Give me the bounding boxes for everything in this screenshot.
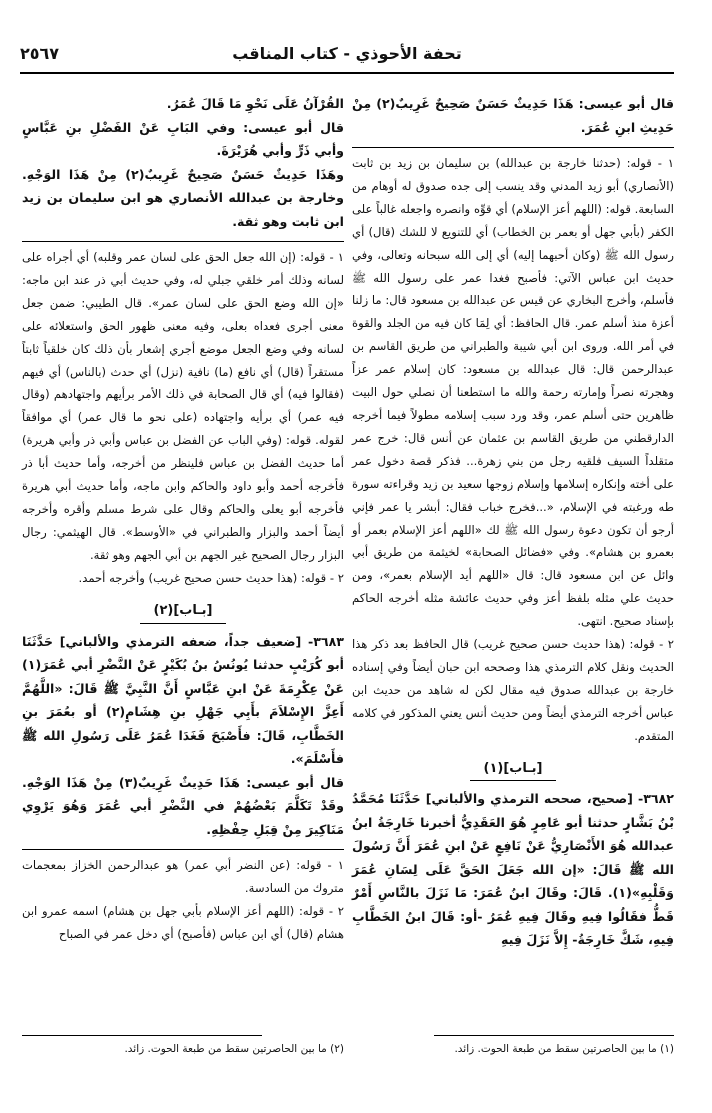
left-column bbox=[22, 92, 344, 946]
right-col-hadith-text: ٣٦٨٢- [صحيح، صححه الترمذي والألباني] حَدَّثَنَا مُحَمَّدُ بْنُ بَشَّارٍ حدثنا أبو عَامِرٍ هُوَ العَقَدِيُّ أخبرنا خَارِجَةُ ابنُ عبدالله هُوَ الأَنْصَارِيُّ عَنْ نَافِعٍ عَنْ ابنِ عُمَرَ أَنَّ رَسُولَ الله ﷺ قَالَ: «إن الله جَعَلَ الحَقَّ عَلَى لِسَانِ عُمَرَ وَقَلْبِهِ»(١). قَالَ: وقَالَ ابنُ عُمَرَ: مَا نَزَلَ بالنَّاسِ أَمْرٌ قَطُّ فقَالُوا فِيهِ وقَالَ فِيهِ عُمَرُ -أو: قَالَ ابنُ الخَطَّابِ فِيهِ، شَكَّ خَارِجَةُ- إِلاَّ نَزَلَ فِيهِ bbox=[352, 791, 674, 948]
left-col-hadith-text: قال أبو عيسى: وفي البَابِ عَنْ الفَضْلِ بنِ عَبَّاسٍ وأبي ذَرٍّ وأبي هُرَيْرَةَ. bbox=[22, 119, 344, 158]
left-col-commentary-text: ٢ - قوله: (اللهم أعز الإسلام بأبي جهل بن هشام) اسمه عمرو ابن هشام (قال) أي ابن عباس (فأصبح) أي دخل عمر في الصباح bbox=[22, 903, 344, 941]
right-col-commentary-text: ١ - قوله: (حدثنا خارجة بن عبدالله) بن سليمان بن زيد بن ثابت (الأنصاري) أبو زيد المدني وقد ينسب إلى جده صدوق له أوهام من السابعة. قوله: (اللهم أعز الإسلام) أي قوِّه وانصره واجعله غالباً على الكفر (بأبي جهل أو بعمر بن الخطاب) أي للتنويع لا للشك (قال) أي رسول الله ﷺ (وكان أحبهما إليه) أي إلى الله سبحانه وتعالى، وفي حديث ابن عباس الآتي: فأصبح فغدا عمر على رسول الله ﷺ فأسلم، وأخرج البخاري عن قيس عن عبدالله بن مسعود قال: ما زلنا أعزة منذ أسلم عمر. قال الحافظ: أي لِمَا كان فيه من الجلد والقوة في أمر الله. وروى ابن أبي شيبة والطبراني من طريق القاسم بن عبدالرحمن قال: قال عبدالله بن مسعود: كان إسلام عمر عزاً وهجرته نصراً وإمارته رحمة والله ما استطعنا أن نصلي حول البيت ظاهرين حتى أسلم عمر، وقد ورد سبب إسلامه مطولاً فيما أخرجه الدارقطني من طريق القاسم بن عثمان عن أنس قال: خرج عمر متقلداً السيف فلقيه رجل من بني زهرة... فذكر قصة دخول عمر على أخته وإنكاره إسلامها وإسلام زوجها سعيد بن زيد وقراءته سورة طه ورغبته في الإسلام، «...فخرج خباب فقال: أبشر يا عمر فإني أرجو أن تكون دعوة رسول الله ﷺ لك «اللهم أعز الإسلام بعمر أو بعمرو بن هشام». وفي «فضائل الصحابة» لخيثمة من طريق أبي وائل عن ابن مسعود قال: قال «اللهم أيد الإسلام بعمر»، ومن حديث علي مثله بلفظ أعز وفي حديث عائشة مثله أخرجه الحاكم بإسناد صحيح. انتهى. bbox=[352, 156, 674, 629]
right-col-commentary-text: ٢ - قوله: (هذا حديث حسن صحيح غريب) قال الحافظ بعد ذكر هذا الحديث ونقل كلام الترمذي هذا وصححه ابن حبان أيضاً وفي إسناده خارجة بن عبدالله صدوق فيه مقال لكن له شاهد من حديث ابن عباس أخرجه الترمذي أيضاً ومن حديث أنس يعني المذكور في كلامه المتقدم. bbox=[352, 637, 674, 743]
right-col-separator bbox=[352, 147, 674, 148]
left-col-chapter-heading bbox=[22, 600, 344, 624]
footnote-rule-left bbox=[22, 1035, 262, 1036]
left-col-hadith-text: ٣٦٨٣- [ضعيف جداً، ضعفه الترمذي والألباني] حَدَّثَنَا أبو كُرَيْبٍ حدثنا يُونُسُ بنُ بُكَيْرٍ عَنْ النَّضْرِ أبي عُمَرَ(١) عَنْ عِكْرِمَةَ عَنْ ابنِ عَبَّاسٍ أَنَّ النَّبِيَّ ﷺ قَالَ: «اللَّهُمَّ أَعِزَّ الإِسْلاَمَ بأَبِي جَهْلِ بنِ هِشَامٍ(٢) أو بعُمَرَ بنِ الخَطَّابِ، قَالَ: فأَصْبَحَ فَغَدَا عُمَرُ عَلَى رَسُولِ الله ﷺ فأَسْلَمَ». bbox=[22, 633, 345, 766]
footnote-left: (٢) ما بين الحاصرتين سقط من طبعة الحوت. زائد. bbox=[124, 1043, 344, 1055]
page-number: ٢٥٦٧ bbox=[20, 44, 60, 63]
right-col-hadith-text: قال أبو عيسى: هَذَا حَدِيثٌ حَسَنٌ صَحِيحٌ غَرِيبٌ(٢) مِنْ حَدِيثِ ابنِ عُمَرَ. bbox=[352, 96, 675, 135]
left-col-hadith-text: وهَذَا حَدِيثٌ حَسَنٌ صَحِيحٌ غَرِيبٌ(٢) مِنْ هَذَا الوَجْهِ. وخارجة بن عبدالله الأنصاري هو ابن سليمان بن زيد ابن ثابت وهو ثقة. bbox=[22, 166, 344, 229]
left-col-separator bbox=[22, 849, 344, 850]
footnote-right: (١) ما بين الحاصرتين سقط من طبعة الحوت. زائد. bbox=[454, 1043, 674, 1055]
left-col-commentary-text: ٢ - قوله: (هذا حديث حسن صحيح غريب) وأخرجه أحمد. bbox=[78, 570, 344, 585]
right-column bbox=[352, 92, 674, 952]
running-title: تحفة الأحوذي - كتاب المناقب bbox=[232, 44, 462, 63]
footnote-rule-right bbox=[434, 1035, 674, 1036]
right-col-chapter-heading-text: [بـاب](١) bbox=[470, 758, 557, 782]
left-col-commentary-text: ١ - قوله: (عن النضر أبي عمر) هو عبدالرحمن الخزاز بمعجمات متروك من السادسة. bbox=[22, 858, 344, 895]
left-col-hadith-text: قال أبو عيسى: هَذَا حَدِيثٌ غَرِيبٌ(٣) مِنْ هَذَا الوَجْهِ. وقَدْ تَكَلَّمَ بَعْضُهُمْ في النَّضْرِ أبي عُمَرَ وَهُوَ يَرْوِي مَنَاكِيرَ مِنْ قِبَلِ حِفْظِهِ. bbox=[22, 774, 345, 837]
left-col-hadith-text: القُرْآنُ عَلَى نَحْوِ مَا قَالَ عُمَرُ. bbox=[166, 96, 344, 111]
left-col-chapter-heading-text: [بـاب](٢) bbox=[140, 600, 227, 624]
page-header bbox=[20, 38, 674, 74]
left-col-separator bbox=[22, 241, 344, 242]
right-col-chapter-heading bbox=[352, 758, 674, 782]
left-col-commentary-text: ١ - قوله: (إن الله جعل الحق على لسان عمر وقلبه) أي أجراه على لسانه وذلك أمر خلقي جبلي له، وفي حديث أبي ذر عند ابن ماجه: «إن الله وضع الحق على لسان عمر». قال الطيبي: ضمن جعل معنى أجرى فعداه بعلى، وفيه معنى ظهور الحق واستعلائه على لسانه وفي وضع الجعل موضع أجري إشعار بأن ذلك كان خلقياً ثابتاً مستقراً (قال) أي نافع (ما) نافية (نزل) أي حدث (بالناس) أي فيهم (فقالوا فيه) أي قال الصحابة في ذلك الأمر برأيهم واجتهادهم (وقال فيه عمر) أي برأيه واجتهاده (على نحو ما قال عمر) أي موافقاً لقوله. قوله: (وفي الباب عن الفضل بن عباس وأبي ذر وأبي هريرة) أما حديث الفضل بن عباس فلينظر من أخرجه، وأما حديث أبا ذر فأخرجه أحمد وأبو داود والحاكم وابن ماجه، وأما حديث أبي هريرة فأخرجه أبو يعلى والحاكم وقال على شرط مسلم وأقره وأخرجه أيضاً أحمد والبزار والطبراني في «الأوسط». قال الهيثمي: رجال البزار رجال الصحيح غير الجهم بن أبي الجهم وهو ثقة. bbox=[22, 250, 344, 562]
